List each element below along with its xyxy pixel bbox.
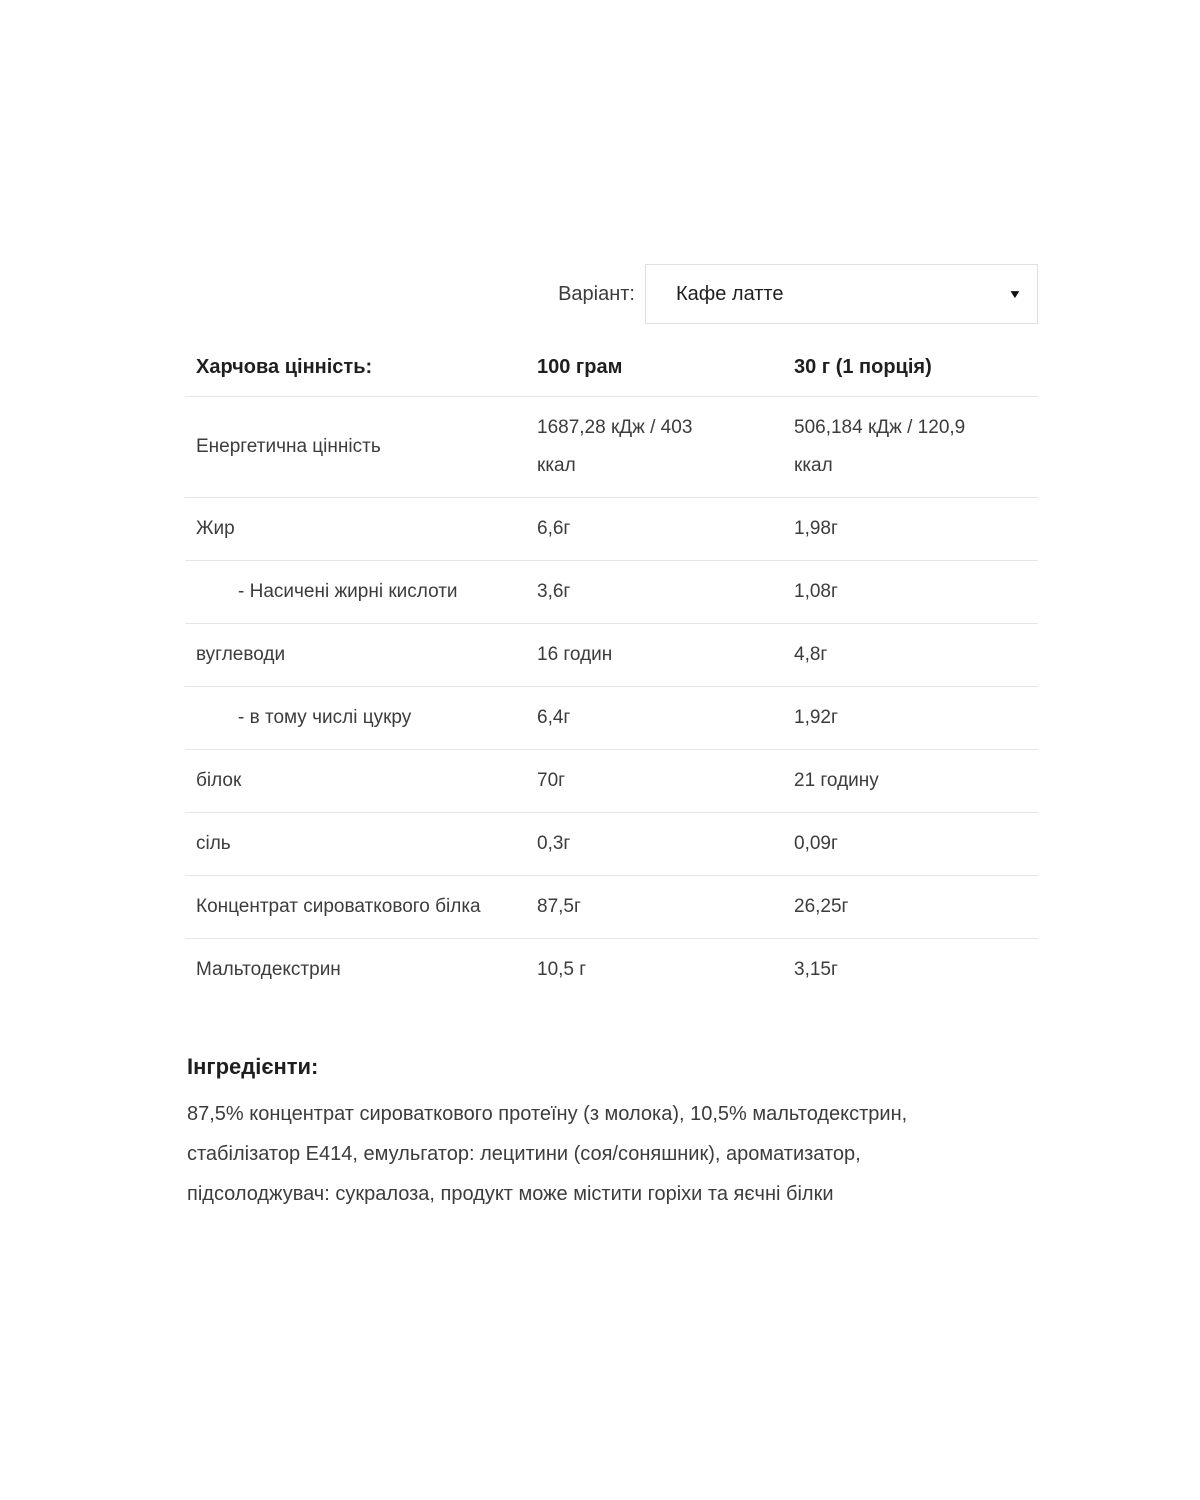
row-value-per-serving: 1,92г xyxy=(794,707,838,728)
row-value-per-100g: 6,4г xyxy=(537,707,571,728)
row-value-per-100g: 87,5г xyxy=(537,896,581,917)
variant-selector-row xyxy=(185,264,1038,324)
row-label: - в тому числі цукру xyxy=(238,707,412,728)
row-label: Мальтодекстрин xyxy=(196,959,341,980)
table-row-saturated-fat xyxy=(185,561,1038,624)
row-value-per-serving: 21 годину xyxy=(794,770,879,791)
row-value-per-100g: 16 годин xyxy=(537,644,613,665)
row-value-per-serving: 506,184 кДж / 120,9 ккал xyxy=(794,417,966,476)
variant-label: Варіант: xyxy=(558,282,635,305)
variant-selected-value: Кафе латте xyxy=(676,282,784,305)
nutrition-table-title: Харчова цінність: xyxy=(196,356,373,378)
row-value-per-serving: 4,8г xyxy=(794,644,828,665)
table-row-fat xyxy=(185,498,1038,561)
row-label: білок xyxy=(196,770,242,791)
row-value-per-100g: 70г xyxy=(537,770,566,791)
row-value-per-serving: 0,09г xyxy=(794,833,838,854)
column-header-per-100g: 100 грам xyxy=(537,356,623,378)
row-value-per-serving: 3,15г xyxy=(794,959,838,980)
row-value-per-100g: 0,3г xyxy=(537,833,571,854)
column-header-per-serving: 30 г (1 порція) xyxy=(794,356,932,378)
ingredients-text: 87,5% концентрат сироваткового протеїну (з молока), 10,5% мальтодекстрин, стабілізатор Е414, емульгатор: лецитини (соя/соняшник), ароматизатор, підсолоджувач: сукралоза, продукт може містити горіхи та яєчні білки xyxy=(187,1103,908,1205)
nutrition-table-header-row xyxy=(185,340,1038,397)
variant-dropdown[interactable] xyxy=(645,264,1038,324)
row-value-per-100g: 10,5 г xyxy=(537,959,587,980)
table-row-protein xyxy=(185,750,1038,813)
row-label: вуглеводи xyxy=(196,644,286,665)
row-value-per-serving: 1,08г xyxy=(794,581,838,602)
row-label: Енергетична цінність xyxy=(196,436,381,457)
ingredients-title: Інгредієнти: xyxy=(187,1054,319,1079)
product-nutrition-page xyxy=(185,0,1038,1214)
table-row-energy xyxy=(185,397,1038,498)
row-label: - Насичені жирні кислоти xyxy=(238,581,458,602)
row-label: Концентрат сироваткового білка xyxy=(196,896,481,917)
row-value-per-100g: 1687,28 кДж / 403 ккал xyxy=(537,417,693,476)
table-row-sugars xyxy=(185,687,1038,750)
nutrition-table xyxy=(185,340,1038,1001)
caret-down-icon: ▼ xyxy=(1007,287,1023,301)
table-row-maltodextrin xyxy=(185,939,1038,1001)
row-value-per-serving: 1,98г xyxy=(794,518,838,539)
row-label: сіль xyxy=(196,833,231,854)
table-row-carbohydrates xyxy=(185,624,1038,687)
row-value-per-serving: 26,25г xyxy=(794,896,849,917)
row-value-per-100g: 6,6г xyxy=(537,518,571,539)
row-value-per-100g: 3,6г xyxy=(537,581,571,602)
table-row-salt xyxy=(185,813,1038,876)
row-label: Жир xyxy=(196,518,235,539)
table-row-whey-concentrate xyxy=(185,876,1038,939)
